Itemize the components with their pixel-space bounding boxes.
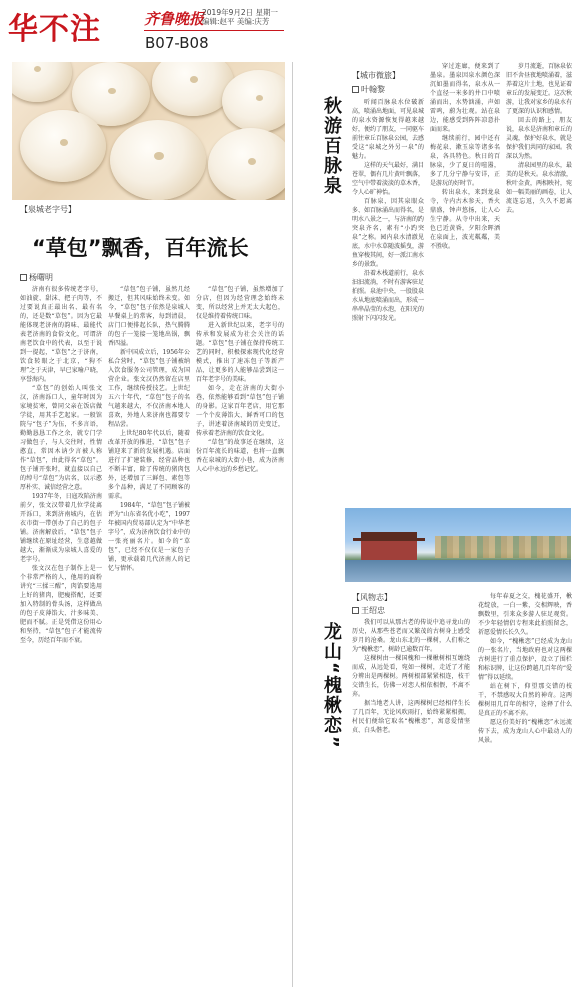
bun-shape bbox=[208, 128, 285, 200]
article-column-3 bbox=[196, 285, 284, 987]
article-column-2 bbox=[108, 285, 190, 987]
paragraph: 继续前行，园中还有梅花泉、漱玉泉等诸多名泉，各具特色。秋日的百脉泉，少了夏日的喧嚣，多了几分宁静与安详，正是游玩的好时节。 bbox=[430, 135, 500, 187]
bun-shape bbox=[12, 62, 72, 102]
article-byline: 王绍忠 bbox=[352, 605, 385, 616]
page-number: B07-B08 bbox=[145, 34, 209, 52]
paragraph: 百脉泉，因其泉眼众多、如百脉涌出而得名，是明水八景之一，与济南的趵突泉齐名，素有“小趵突泉”之称。园内泉水清澈见底，水中水草随波摇曳，游鱼穿梭其间，好一派江南水乡的景致。 bbox=[352, 198, 424, 268]
section-title: 华不注 bbox=[8, 12, 101, 47]
paragraph: 沿着木栈道前行，泉水汩汩流淌，不时有游客驻足拍照。泉池中央，一股股泉水从地底喷涌而出，形成一串串晶莹的水泡，在阳光的照射下闪闪发光。 bbox=[352, 270, 424, 322]
paragraph: 这棵树由一棵国槐和一棵楸树相互缠绕而成，从远处看，宛如一棵树，走近了才能分辨出是两棵树。两树根部紧紧相连，枝干交错生长，仿佛一对恋人相依相偎，不离不弃。 bbox=[352, 655, 470, 698]
paragraph: 岁月流逝，百脉泉依旧不舍昼夜地喷涌着，滋养着这片土地，也见证着章丘的发展变迁。这次秋游，让我对家乡的泉水有了更深的认识和感情。 bbox=[506, 63, 572, 115]
article-column-1 bbox=[352, 618, 470, 987]
pavilion-roof bbox=[353, 538, 425, 541]
paragraph: “草包”的创始人叫张文汉，济南泺口人，童年时因为家境贫寒，曾同父亲在饭店做学徒，用其手艺起家。一般馆院与“包子”为伍，不多言语，勤勤恳恳工作之余，就专门学习做包子，与人交往时，性情憨直，常因木讷少言被人称作“草包”，由此得名“草包”。包子铺开张时，就直接以自己的绰号“草包”为店名，以示憨厚朴实、诚信经营之意。 bbox=[20, 385, 102, 491]
article-byline: 叶翰黎 bbox=[352, 84, 385, 95]
paragraph: 如今，“槐楸恋”已经成为龙山的一张名片，当地政府也对这两棵古树进行了重点保护，设立了围栏和标识牌，让这份跨越几百年的“爱情”得以延续。 bbox=[478, 638, 572, 681]
paragraph: 新中国成立后，1956年公私合营时，“草包”包子铺被纳入饮食服务公司管理，成为国营企业。张文汉仍然留在店里工作，继续传授技艺。上世纪五六十年代，“草包”包子的名气越来越大，不仅济南本地人喜欢，外地人来济南也都要专程品尝。 bbox=[108, 349, 190, 428]
paragraph: 回去的路上，朋友说，泉水是济南和章丘的灵魂，保护好泉水，就是保护我们共同的家园。我深以为然。 bbox=[506, 117, 572, 160]
paragraph: 我们可以从那古老的传说中追寻龙山的历史，从那些苍老而又繁茂的古树身上感受岁月的沧桑。龙山东北的一棵树，人们称之为“槐楸恋”，树龄已逾数百年。 bbox=[352, 619, 470, 653]
bun-shape bbox=[222, 70, 285, 132]
water-surface bbox=[345, 560, 571, 582]
article-column-1 bbox=[20, 285, 102, 987]
paragraph: 如今，走在济南的大街小巷，依然能够看到“草包”包子铺的身影。这家百年老店，用它那一个个皮薄馅大、鲜香可口的包子，讲述着济南城的历史变迁，传承着老济南的饮食文化。 bbox=[196, 385, 284, 437]
paragraph: 听闻百脉泉水位破新高，喷涌出地面，可见泉城的泉水资源恢复得越来越好，便约了朋友，一同驱车前往章丘百脉泉公园，去感受这“泉城之外另一泉”的魅力。 bbox=[352, 99, 424, 160]
paragraph: “草包”的故事还在继续，这份百年流长的味道，也将一直飘香在泉城的大街小巷，成为济南人心中永远的乡愁记忆。 bbox=[196, 439, 284, 473]
baozi-photo bbox=[12, 62, 285, 200]
article-headline: 秋游百脉泉 bbox=[321, 96, 342, 196]
article-column-1 bbox=[352, 98, 424, 498]
column-tag: 【风物志】 bbox=[352, 593, 392, 602]
park-photo bbox=[345, 508, 571, 582]
column-tag: 【泉城老字号】 bbox=[20, 205, 76, 214]
bun-shape bbox=[110, 120, 206, 200]
bun-shape bbox=[20, 110, 106, 182]
bun-shape bbox=[152, 62, 234, 116]
article-column-2 bbox=[478, 592, 572, 987]
article-byline: 杨曙明 bbox=[20, 272, 53, 283]
article-column-2 bbox=[430, 62, 500, 498]
article-headline: “草包”飘香，百年流长 bbox=[32, 236, 249, 260]
paper-logo: 齐鲁晚报 bbox=[144, 10, 205, 28]
paragraph: 清泉园里的泉水，最美的是秋天。泉水清澈，秋叶金黄，两相映衬，宛如一幅美丽的画卷，让人流连忘返，久久不愿离去。 bbox=[506, 162, 572, 214]
paragraph: 1984年，“草包”包子铺被评为“山东省名优小吃”，1997年被国内贸易部认定为“中华老字号”，成为济南饮食行业中的一张亮丽名片。如今的“草包”，已经不仅仅是一家包子铺，更承载着几代济南人的记忆与情怀。 bbox=[108, 502, 190, 572]
page-divider bbox=[292, 62, 293, 987]
paragraph: 这样的天气最好，满目苍翠，偶有几片黄叶飘落，空气中带着淡淡的草木香，令人心旷神怡。 bbox=[352, 162, 424, 196]
article-column-3 bbox=[506, 62, 572, 498]
masthead-rule bbox=[144, 30, 284, 31]
pavilion-shape bbox=[361, 532, 417, 560]
paragraph: “草包”包子铺，虽然几经搬迁，但其风味始终未变。如今，“草包”包子依然是泉城人早餐桌上的常客，每到清晨，店门口便排起长队，热气腾腾的包子一笼接一笼地出锅，飘香四溢。 bbox=[108, 286, 190, 347]
paragraph: 济南有很多传统老字号，如油旋、甜沫、把子肉等，不过要说真正最出名、最有名的，还是数“草包”。因为它最能体现老济南的韵味、最能代表老济南的食俗文化，可谓济南老饮食中的代表，以至于说到一提起，“草包”之于济南，饮食转眼之于北京，“狗不理”之于天津，早已家喻户晓，享誉海内。 bbox=[20, 286, 102, 383]
paragraph: “草包”包子铺，虽然增加了分店，但因为经营理念始终未变，所以经营上并无太大起色，仅是维持着传统口味。 bbox=[196, 286, 284, 320]
paragraph: 站在树下，仰望那交错的枝干，不禁感叹大自然的神奇。这两棵树用几百年的相守，诠释了什么是真正的不离不弃。 bbox=[478, 683, 572, 717]
paragraph: 1937年冬，日寇攻陷济南前夕，张文汉带着几位学徒离开泺口，来到济南城内，在估衣市街一带创办了自己的包子铺。济南解放后，“草包”包子铺继续在原址经营，生意越做越大，渐渐成为泉城人喜爱的老字号。 bbox=[20, 493, 102, 563]
paragraph: 上世纪80年代以后，随着改革开放的推进，“草包”包子铺迎来了新的发展机遇。店面进行了扩建装修，经营品种也不断丰富，除了传统的猪肉包外，还增加了三鲜包、素包等多个品种，满足了不同顾客的需求。 bbox=[108, 430, 190, 500]
issue-date: 2019年9月2日 星期一 bbox=[202, 8, 279, 17]
paragraph: 张文汉在包子制作上是一个非常严格的人，他用的面粉讲究“三揉三醒”，肉馅要选用上好的猪肉，肥瘦搭配，还要加入特制的骨头汤，这样做出的包子皮薄馅大、汁多味美、肥而不腻。正是凭借这份用心和坚持，“草包”包子才能流传至今，历经百年而不衰。 bbox=[20, 565, 102, 644]
paragraph: 愿这份美好的“槐楸恋”永远流传下去，成为龙山人心中最动人的风景。 bbox=[478, 719, 572, 744]
masthead bbox=[0, 0, 580, 64]
editor-credits: 编辑:赵平 美编:庆芳 bbox=[202, 17, 270, 26]
paragraph: 每年春夏之交，槐花盛开，楸花绽放，一白一紫，交相辉映，香飘数里，引来众多游人驻足观赏。不少年轻情侣专程来此拍照留念，祈愿爱情长长久久。 bbox=[478, 593, 572, 636]
paragraph: 据当地老人讲，这两棵树已经相伴生长了几百年，无论风吹雨打，始终紧紧相拥，村民们便给它取名“槐楸恋”，寓意爱情坚贞、白头偕老。 bbox=[352, 700, 470, 734]
article-headline: 龙山“槐楸恋” bbox=[321, 622, 342, 750]
paragraph: 穿过连廊，便来到了墨泉。墨泉因泉水颜色深沉如墨而得名，泉水从一个直径一米多的井口中喷涌而出，水势汹涌，声如雷鸣，蔚为壮观。站在泉边，能感受到阵阵凉意扑面而来。 bbox=[430, 63, 500, 133]
paragraph: 进入新世纪以来，老字号的传承和发展成为社会关注的话题。“草包”包子铺在保持传统工艺的同时，积极探索现代化经营模式，推出了速冻包子等新产品，让更多的人能够品尝到这一百年老字号的美味。 bbox=[196, 322, 284, 383]
column-tag: 【城市微旅】 bbox=[352, 71, 400, 80]
paragraph: 转出泉水，来到龙泉寺，寺内古木参天，香火鼎盛，钟声悠扬，让人心生宁静。从寺中出来，天色已近黄昏，夕阳余晖洒在泉面上，波光粼粼，美不胜收。 bbox=[430, 189, 500, 250]
tree-line bbox=[435, 536, 571, 558]
